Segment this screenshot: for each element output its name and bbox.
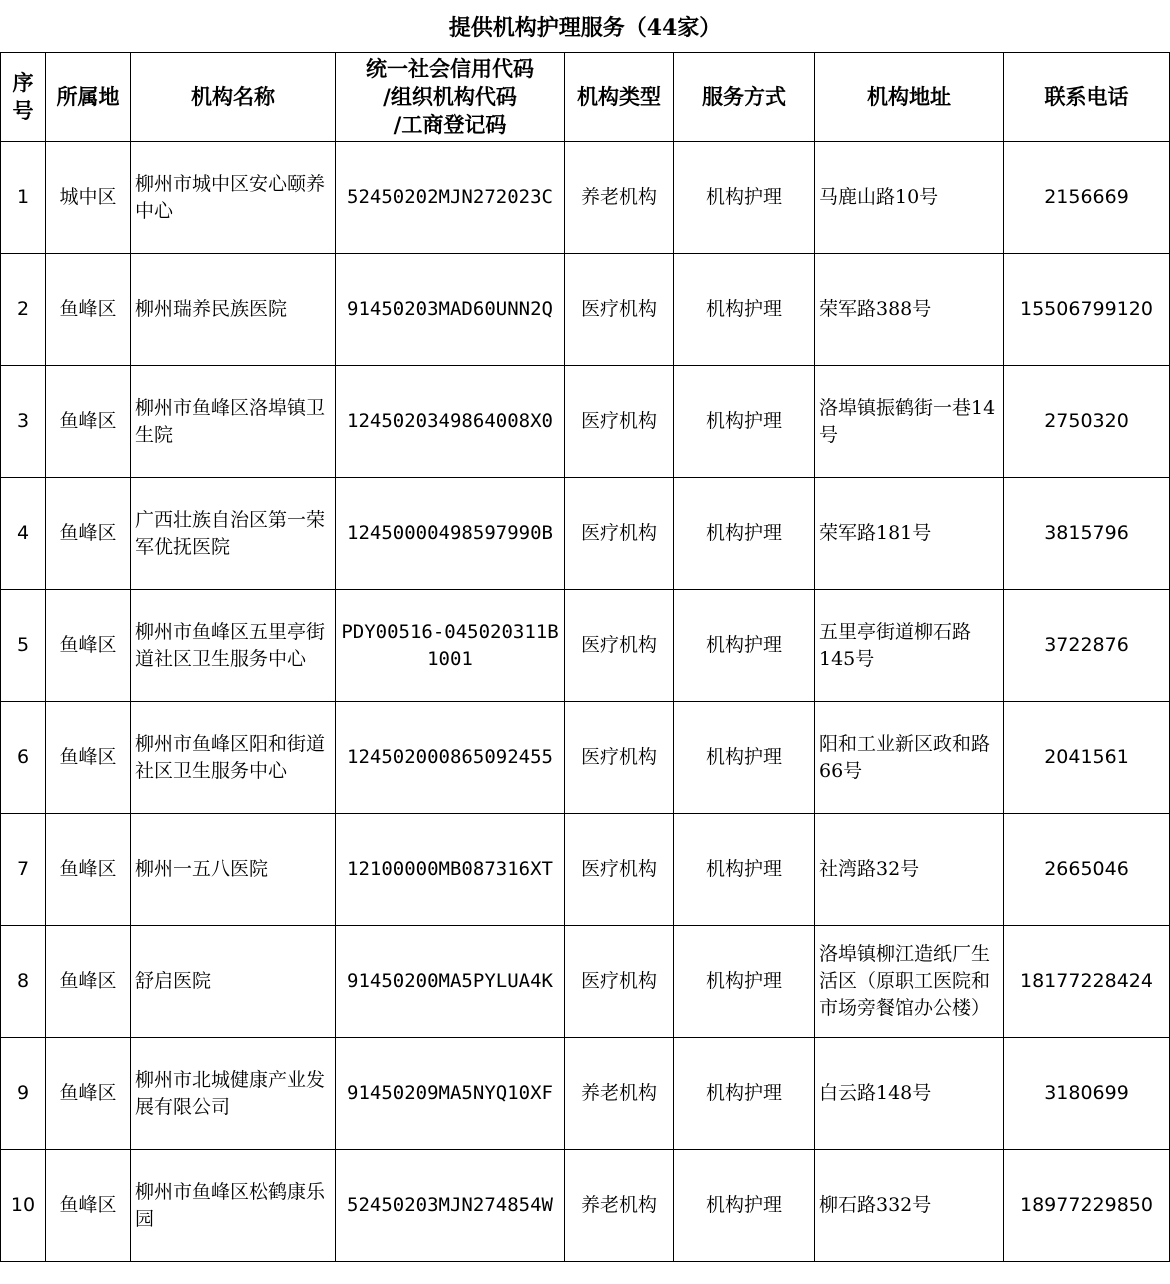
row-service: 机构护理: [674, 1038, 815, 1150]
row-code: 12100000MB087316XT: [336, 814, 565, 926]
row-name: 舒启医院: [131, 926, 336, 1038]
row-district: 鱼峰区: [46, 814, 131, 926]
row-service: 机构护理: [674, 590, 815, 702]
header-code: [336, 53, 565, 142]
table-row: [1, 478, 1170, 590]
row-district: 鱼峰区: [46, 702, 131, 814]
row-name: 柳州市北城健康产业发展有限公司: [131, 1038, 336, 1150]
row-seq: 7: [1, 814, 46, 926]
row-code: 12450000498597990B: [336, 478, 565, 590]
row-type: 养老机构: [565, 1038, 674, 1150]
row-phone: 2156669: [1004, 142, 1170, 254]
table-row: [1, 1150, 1170, 1262]
row-phone: 3180699: [1004, 1038, 1170, 1150]
row-name: 柳州市城中区安心颐养中心: [131, 142, 336, 254]
row-type: 医疗机构: [565, 254, 674, 366]
row-seq: 2: [1, 254, 46, 366]
row-code: PDY00516-045020311B1001: [336, 590, 565, 702]
row-phone: 2750320: [1004, 366, 1170, 478]
table-row: [1, 366, 1170, 478]
table-row: [1, 926, 1170, 1038]
row-phone: 18177228424: [1004, 926, 1170, 1038]
table-row: [1, 702, 1170, 814]
header-service: 服务方式: [674, 53, 815, 142]
row-code: 124502000865092455: [336, 702, 565, 814]
row-district: 城中区: [46, 142, 131, 254]
row-address: 洛埠镇柳江造纸厂生活区（原职工医院和市场旁餐馆办公楼）: [815, 926, 1004, 1038]
table-row: [1, 1038, 1170, 1150]
row-address: 荣军路181号: [815, 478, 1004, 590]
header-code-line2: /组织机构代码: [383, 84, 517, 109]
row-name: 柳州瑞养民族医院: [131, 254, 336, 366]
row-type: 养老机构: [565, 142, 674, 254]
row-code: 91450209MA5NYQ10XF: [336, 1038, 565, 1150]
row-address: 柳石路332号: [815, 1150, 1004, 1262]
row-address: 白云路148号: [815, 1038, 1004, 1150]
row-service: 机构护理: [674, 1150, 815, 1262]
row-district: 鱼峰区: [46, 254, 131, 366]
row-address: 马鹿山路10号: [815, 142, 1004, 254]
row-type: 养老机构: [565, 1150, 674, 1262]
row-district: 鱼峰区: [46, 1038, 131, 1150]
row-phone: 18977229850: [1004, 1150, 1170, 1262]
row-code: 52450202MJN272023C: [336, 142, 565, 254]
row-code: 91450200MA5PYLUA4K: [336, 926, 565, 1038]
row-type: 医疗机构: [565, 702, 674, 814]
row-address: 洛埠镇振鹤街一巷14号: [815, 366, 1004, 478]
row-district: 鱼峰区: [46, 478, 131, 590]
row-type: 医疗机构: [565, 478, 674, 590]
header-district: 所属地: [46, 53, 131, 142]
row-seq: 5: [1, 590, 46, 702]
row-phone: 2665046: [1004, 814, 1170, 926]
header-seq: 序号: [1, 53, 46, 142]
table-row: [1, 590, 1170, 702]
institution-table: [0, 52, 1170, 1262]
row-service: 机构护理: [674, 702, 815, 814]
row-code: 91450203MAD60UNN2Q: [336, 254, 565, 366]
row-phone: 15506799120: [1004, 254, 1170, 366]
row-type: 医疗机构: [565, 926, 674, 1038]
row-type: 医疗机构: [565, 590, 674, 702]
row-service: 机构护理: [674, 254, 815, 366]
header-type: 机构类型: [565, 53, 674, 142]
row-seq: 1: [1, 142, 46, 254]
table-row: [1, 142, 1170, 254]
header-code-line3: /工商登记码: [393, 112, 507, 137]
row-name: 柳州一五八医院: [131, 814, 336, 926]
row-service: 机构护理: [674, 366, 815, 478]
row-name: 柳州市鱼峰区五里亭街道社区卫生服务中心: [131, 590, 336, 702]
row-address: 阳和工业新区政和路66号: [815, 702, 1004, 814]
row-code: 1245020349864008X0: [336, 366, 565, 478]
table-row: [1, 814, 1170, 926]
header-code-line1: 统一社会信用代码: [366, 56, 534, 81]
table-row: [1, 254, 1170, 366]
row-name: 柳州市鱼峰区洛埠镇卫生院: [131, 366, 336, 478]
row-code: 52450203MJN274854W: [336, 1150, 565, 1262]
row-district: 鱼峰区: [46, 590, 131, 702]
page-title: 提供机构护理服务（44家）: [448, 15, 722, 41]
row-name: 柳州市鱼峰区阳和街道社区卫生服务中心: [131, 702, 336, 814]
row-name: 广西壮族自治区第一荣军优抚医院: [131, 478, 336, 590]
row-service: 机构护理: [674, 814, 815, 926]
row-seq: 6: [1, 702, 46, 814]
row-address: 荣军路388号: [815, 254, 1004, 366]
row-seq: 10: [1, 1150, 46, 1262]
row-name: 柳州市鱼峰区松鹤康乐园: [131, 1150, 336, 1262]
row-phone: 3815796: [1004, 478, 1170, 590]
row-district: 鱼峰区: [46, 1150, 131, 1262]
header-phone: 联系电话: [1004, 53, 1170, 142]
row-district: 鱼峰区: [46, 926, 131, 1038]
row-type: 医疗机构: [565, 814, 674, 926]
row-service: 机构护理: [674, 926, 815, 1038]
row-phone: 2041561: [1004, 702, 1170, 814]
header-row: [1, 53, 1170, 142]
row-seq: 4: [1, 478, 46, 590]
row-service: 机构护理: [674, 142, 815, 254]
row-service: 机构护理: [674, 478, 815, 590]
row-district: 鱼峰区: [46, 366, 131, 478]
row-seq: 3: [1, 366, 46, 478]
row-seq: 9: [1, 1038, 46, 1150]
header-address: 机构地址: [815, 53, 1004, 142]
row-type: 医疗机构: [565, 366, 674, 478]
row-address: 社湾路32号: [815, 814, 1004, 926]
row-phone: 3722876: [1004, 590, 1170, 702]
header-name: 机构名称: [131, 53, 336, 142]
row-address: 五里亭街道柳石路145号: [815, 590, 1004, 702]
row-seq: 8: [1, 926, 46, 1038]
